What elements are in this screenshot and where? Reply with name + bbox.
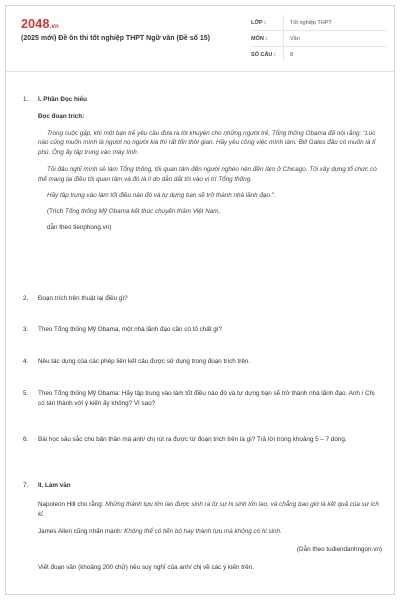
question-number: 4. — [23, 358, 29, 365]
question-text: Theo Tổng thống Mỹ Obama: Hãy tập trung vào làm tốt điều nào đó và tự dựng bạn sẽ trở thành nhà lãnh đạo. Anh / Chị có tán thành với ý kiến ấy không? Vì sao? — [38, 390, 375, 407]
meta-value: 8 — [290, 51, 294, 58]
passage-source-line2: dẫn theo tienphong.vn) — [47, 223, 112, 231]
page-header — [6, 6, 394, 72]
meta-row-class — [251, 15, 386, 31]
question-7 — [23, 481, 382, 573]
question-text: Theo Tổng thống Mỹ Obama, một nhà lãnh đạo cần có tố chất gì? — [38, 326, 223, 333]
question-text: Nêu tác dụng của các phép liên kết câu được sử dụng trong đoạn trích trên. — [38, 358, 251, 365]
meta-row-question-count — [251, 47, 386, 62]
quote-prefix: James Allen cũng nhấn mạnh: — [38, 528, 125, 536]
passage-paragraph: Hãy tập trung vào làm tốt điều nào đó và tự dựng bạn sẽ trở thành nhà lãnh đạo.". — [47, 192, 276, 200]
question-6 — [23, 435, 382, 445]
question-text: Đoạn trích trên thuật lại điều gì? — [38, 295, 128, 302]
meta-label: MÔN : — [251, 31, 284, 46]
meta-value: Tốt nghiệp THPT — [290, 19, 332, 26]
exam-page — [5, 5, 395, 595]
question-number: 5. — [23, 390, 29, 397]
site-logo[interactable] — [21, 17, 59, 31]
meta-row-subject — [251, 31, 386, 47]
meta-label: SỐ CÂU : — [251, 47, 284, 62]
quote-text: Những thành tựu lớn lao được sinh ra từ sự hi sinh lớn lao, và chẳng bao giờ là kết quả của sự ích kỉ. — [38, 500, 379, 518]
question-text: Bài học sâu sắc cho bản thân mà anh/ chị rút ra được từ đoạn trích trên là gì? Trả lời trong khoảng 5 – 7 dòng. — [38, 436, 347, 443]
question-2 — [23, 294, 382, 304]
quote-source: (Dẫn theo tudiendanhngon.vn) — [296, 546, 382, 553]
question-number: 1. — [23, 96, 29, 103]
question-number: 6. — [23, 436, 29, 443]
passage-paragraph: Trong cuộc gặp, khi một bạn trẻ yêu cầu đưa ra lời khuyên cho những người trẻ, Tổng thống Obama đã nói rằng: "Lúc nào cũng muốn mình là người nọ người kia thì rất tốn thời gian. Hãy yêu công việc mình làm. Bill Gates đâu có muốn là tỉ phú. Ông ấy tập trung vào máy tính. — [38, 129, 376, 156]
question-number: 7. — [23, 482, 29, 489]
passage-source — [38, 207, 382, 217]
meta-value: Văn — [290, 35, 300, 42]
passage-subtitle: Đọc đoạn trích: — [38, 112, 85, 120]
source-title: Tổng thống Mỹ Obama kết thúc chuyến thăm Việt Nam, — [64, 208, 221, 215]
quote-text: Không thể có tiến bộ hay thành tựu mà không có hi sinh. — [124, 528, 282, 536]
quote-james-allen — [38, 527, 382, 537]
question-3 — [23, 325, 382, 335]
meta-label: LỚP : — [251, 15, 284, 30]
question-number: 3. — [23, 326, 29, 333]
writing-task: Viết đoạn văn (khoảng 200 chữ) nêu suy nghĩ của anh/ chị về các ý kiến trên. — [38, 563, 254, 571]
source-prefix: (Trích — [47, 208, 65, 215]
section-title: I. Phần Đọc hiểu — [38, 96, 87, 103]
logo-suffix: .vn — [49, 24, 59, 30]
quote-napoleon-hill — [38, 500, 382, 520]
question-number: 2. — [23, 295, 29, 302]
question-4 — [23, 357, 382, 367]
question-5 — [23, 389, 382, 409]
question-1 — [23, 95, 382, 233]
section-title: II. Làm văn — [38, 482, 71, 489]
meta-table — [251, 15, 386, 62]
passage-paragraph: Tôi đâu nghĩ mình sẽ làm Tổng thống, tôi quan tâm đến người nghèo nên đến làm ở Chicago. Tôi xây dựng tổ chức có thể mang lại điều tôi quan tâm và đó là lí do dẫn dắt tôi vào vị trí Tổng thống. — [38, 165, 377, 183]
document-title: (2025 mới) Đề ôn thi tốt nghiệp THPT Ngữ văn (Đề số 15) — [21, 35, 210, 42]
quote-prefix: Napoleon Hill cho rằng: — [38, 500, 106, 508]
logo-text: 2048 — [21, 17, 50, 31]
